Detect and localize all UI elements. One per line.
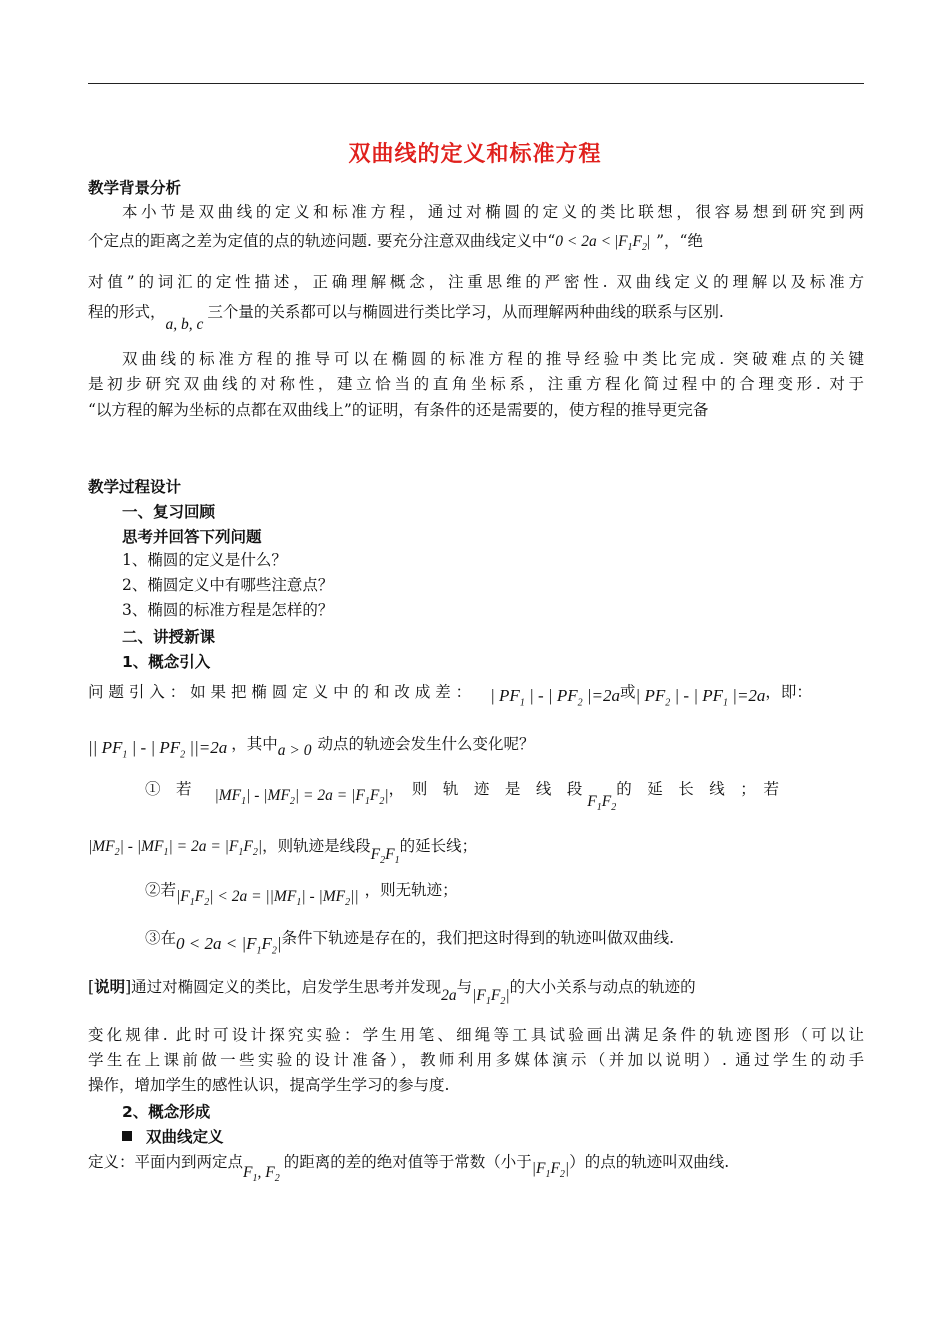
question-2: 2、椭圆定义中有哪些注意点？ bbox=[122, 576, 334, 594]
para2-line3: “以方程的解为坐标的点都在双曲线上”的证明，有条件的还是需要的，使方程的推导更完备 bbox=[88, 401, 709, 419]
para2-line1: 双曲线的标准方程的推导可以在椭圆的标准方程的推导经验中类比完成. 突破难点的关键 bbox=[122, 350, 864, 368]
case3-line: ③在$0 < 2a < |F_1F_2|$条件下轨迹是存在的，我们把这时得到的轨迹叫做双曲线. bbox=[145, 929, 675, 957]
para1-line2: 个定点的距离之差为定值的点的轨迹问题. 要充分注意双曲线定义中“$0 < 2a < |F_1F_2|$ ”，“绝 bbox=[88, 232, 703, 254]
case1-line2: $|MF_2| - |MF_1| = 2a = |F_1F_2|$，则轨迹是线段$F_2F_1$的延长线； bbox=[88, 837, 478, 867]
square-bullet-icon bbox=[122, 1131, 132, 1141]
page-title: 双曲线的定义和标准方程 bbox=[348, 142, 602, 167]
note-line1: [说明]通过对椭圆定义的类比，启发学生思考并发现2a与$|F_1F_2|$的大小关系与动点的轨迹的 bbox=[88, 978, 696, 1008]
intro-line1: 问 题 引 入 ： 如 果 把 椭 圆 定 义 中 的 和 改 成 差 ： | $PF_1$ | - | $PF_2$ |=2a或| $PF_2$ | - | $PF_1$ |=2a，即： bbox=[88, 683, 812, 709]
question-3: 3、椭圆的标准方程是怎样的？ bbox=[122, 601, 334, 619]
note-line4: 操作，增加学生的感性认识，提高学生学习的参与度. bbox=[88, 1076, 450, 1094]
heading-background: 教学背景分析 bbox=[88, 179, 182, 197]
case2-line: ②若$|F_1F_2| < 2a = ||MF_1| - |MF_2||$ ，则无轨迹； bbox=[145, 881, 458, 909]
para1-line1: 本小节是双曲线的定义和标准方程，通过对椭圆的定义的类比联想，很容易想到研究到两 bbox=[122, 203, 864, 221]
part1-heading: 一、复习回顾 bbox=[122, 503, 216, 521]
think-heading: 思考并回答下列问题 bbox=[122, 528, 262, 546]
intro-line2: || $PF_1$ | - | $PF_2$ ||=2a ，其中a > 0 动点的轨迹会发生什么变化呢？ bbox=[88, 735, 535, 761]
sub1-heading: 1、概念引入 bbox=[122, 653, 211, 671]
part2-heading: 二、讲授新课 bbox=[122, 628, 216, 646]
note-line2: 变化规律. 此时可设计探究实验：学生用笔、细绳等工具试验画出满足条件的轨迹图形（可以让 bbox=[88, 1026, 864, 1044]
definition-line: 定义：平面内到两定点$F_1$, $F_2$的距离的差的绝对值等于常数（小于$|F_1F_2|$）的点的轨迹叫双曲线. bbox=[88, 1153, 730, 1185]
note-line3: 学生在上课前做一些实验的设计准备），教师利用多媒体演示（并加以说明）. 通过学生的动手 bbox=[88, 1051, 864, 1069]
para1-line3: 对值”的词汇的定性描述，正确理解概念，注重思维的严密性. 双曲线定义的理解以及标准方 bbox=[88, 273, 864, 291]
para2-line2: 是初步研究双曲线的对称性，建立恰当的直角坐标系，注重方程化简过程中的合理变形. 对于 bbox=[88, 375, 864, 393]
sub2-heading: 2、概念形成 bbox=[122, 1103, 211, 1121]
question-1: 1、椭圆的定义是什么？ bbox=[122, 551, 287, 569]
case1-line1: ① 若 $|MF_1| - |MF_2| = 2a = |F_1F_2|$， 则 轨 迹 是 线 段 $F_1F_2$的 延 长 线 ； 若 bbox=[145, 780, 779, 814]
header-rule bbox=[88, 83, 864, 84]
definition-heading: 双曲线定义 bbox=[122, 1125, 224, 1147]
para1-line4: 程的形式，a, b, c三个量的关系都可以与椭圆进行类比学习，从而理解两种曲线的联系与区别. bbox=[88, 303, 724, 333]
heading-process: 教学过程设计 bbox=[88, 478, 182, 496]
